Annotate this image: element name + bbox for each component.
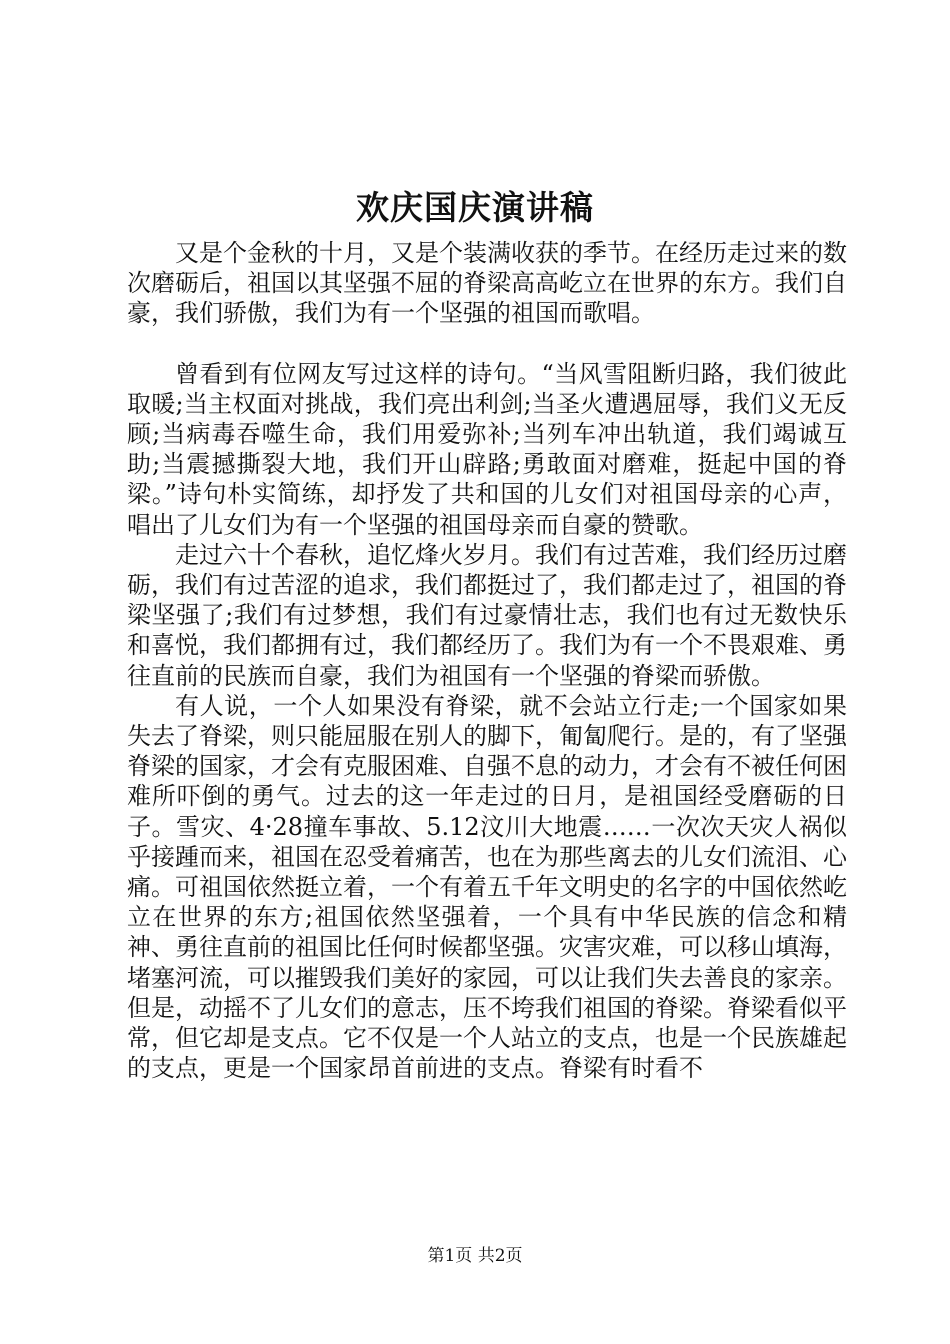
document-title: 欢庆国庆演讲稿 [356, 188, 594, 227]
page-footer: 第1页 共2页 [427, 1246, 523, 1266]
paragraph-1: 又是个金秋的十月，又是个装满收获的季节。在经历走过来的数次磨砺后，祖国以其坚强不屈的脊梁高高屹立在世界的东方。我们自豪，我们骄傲，我们为有一个坚强的祖国而歌唱。 [127, 239, 847, 328]
document-body [127, 238, 847, 1083]
paragraph-4: 有人说，一个人如果没有脊梁，就不会站立行走;一个国家如果失去了脊梁，则只能屈服在别人的脚下，匍匐爬行。是的，有了坚强脊梁的国家，才会有克服困难、自强不息的动力，才会有不被任何困难所吓倒的勇气。过去的这一年走过的日月，是祖国经受磨砺的日子。雪灾、4·28撞车事故、5.12汶川大地震……一次次天灾人祸似乎接踵而来，祖国在忍受着痛苦，也在为那些离去的儿女们流泪、心痛。可祖国依然挺立着，一个有着五千年文明史的名字的中国依然屹立在世界的东方;祖国依然坚强着，一个具有中华民族的信念和精神、勇往直前的祖国比任何时候都坚强。灾害灾难，可以移山填海，堵塞河流，可以摧毁我们美好的家园，可以让我们失去善良的家亲。但是，动摇不了儿女们的意志，压不垮我们祖国的脊梁。脊梁看似平常，但它却是支点。它不仅是一个人站立的支点，也是一个民族雄起的支点，更是一个国家昂首前进的支点。脊梁有时看不 [127, 691, 847, 1083]
paragraph-2: 曾看到有位网友写过这样的诗句。“当风雪阻断归路，我们彼此取暖;当主权面对挑战，我们亮出利剑;当圣火遭遇屈辱，我们义无反顾;当病毒吞噬生命，我们用爱弥补;当列车冲出轨道，我们竭诚互助;当震撼撕裂大地，我们开山辟路;勇敢面对磨难，挺起中国的脊梁。”诗句朴实简练，却抒发了共和国的儿女们对祖国母亲的心声，唱出了儿女们为有一个坚强的祖国母亲而自豪的赞歌。 [127, 359, 847, 539]
paragraph-3: 走过六十个春秋，追忆烽火岁月。我们有过苦难，我们经历过磨砺，我们有过苦涩的追求，我们都挺过了，我们都走过了，祖国的脊梁坚强了;我们有过梦想，我们有过豪情壮志，我们也有过无数快乐和喜悦，我们都拥有过，我们都经历了。我们为有一个不畏艰难、勇往直前的民族而自豪，我们为祖国有一个坚强的脊梁而骄傲。 [127, 540, 847, 690]
